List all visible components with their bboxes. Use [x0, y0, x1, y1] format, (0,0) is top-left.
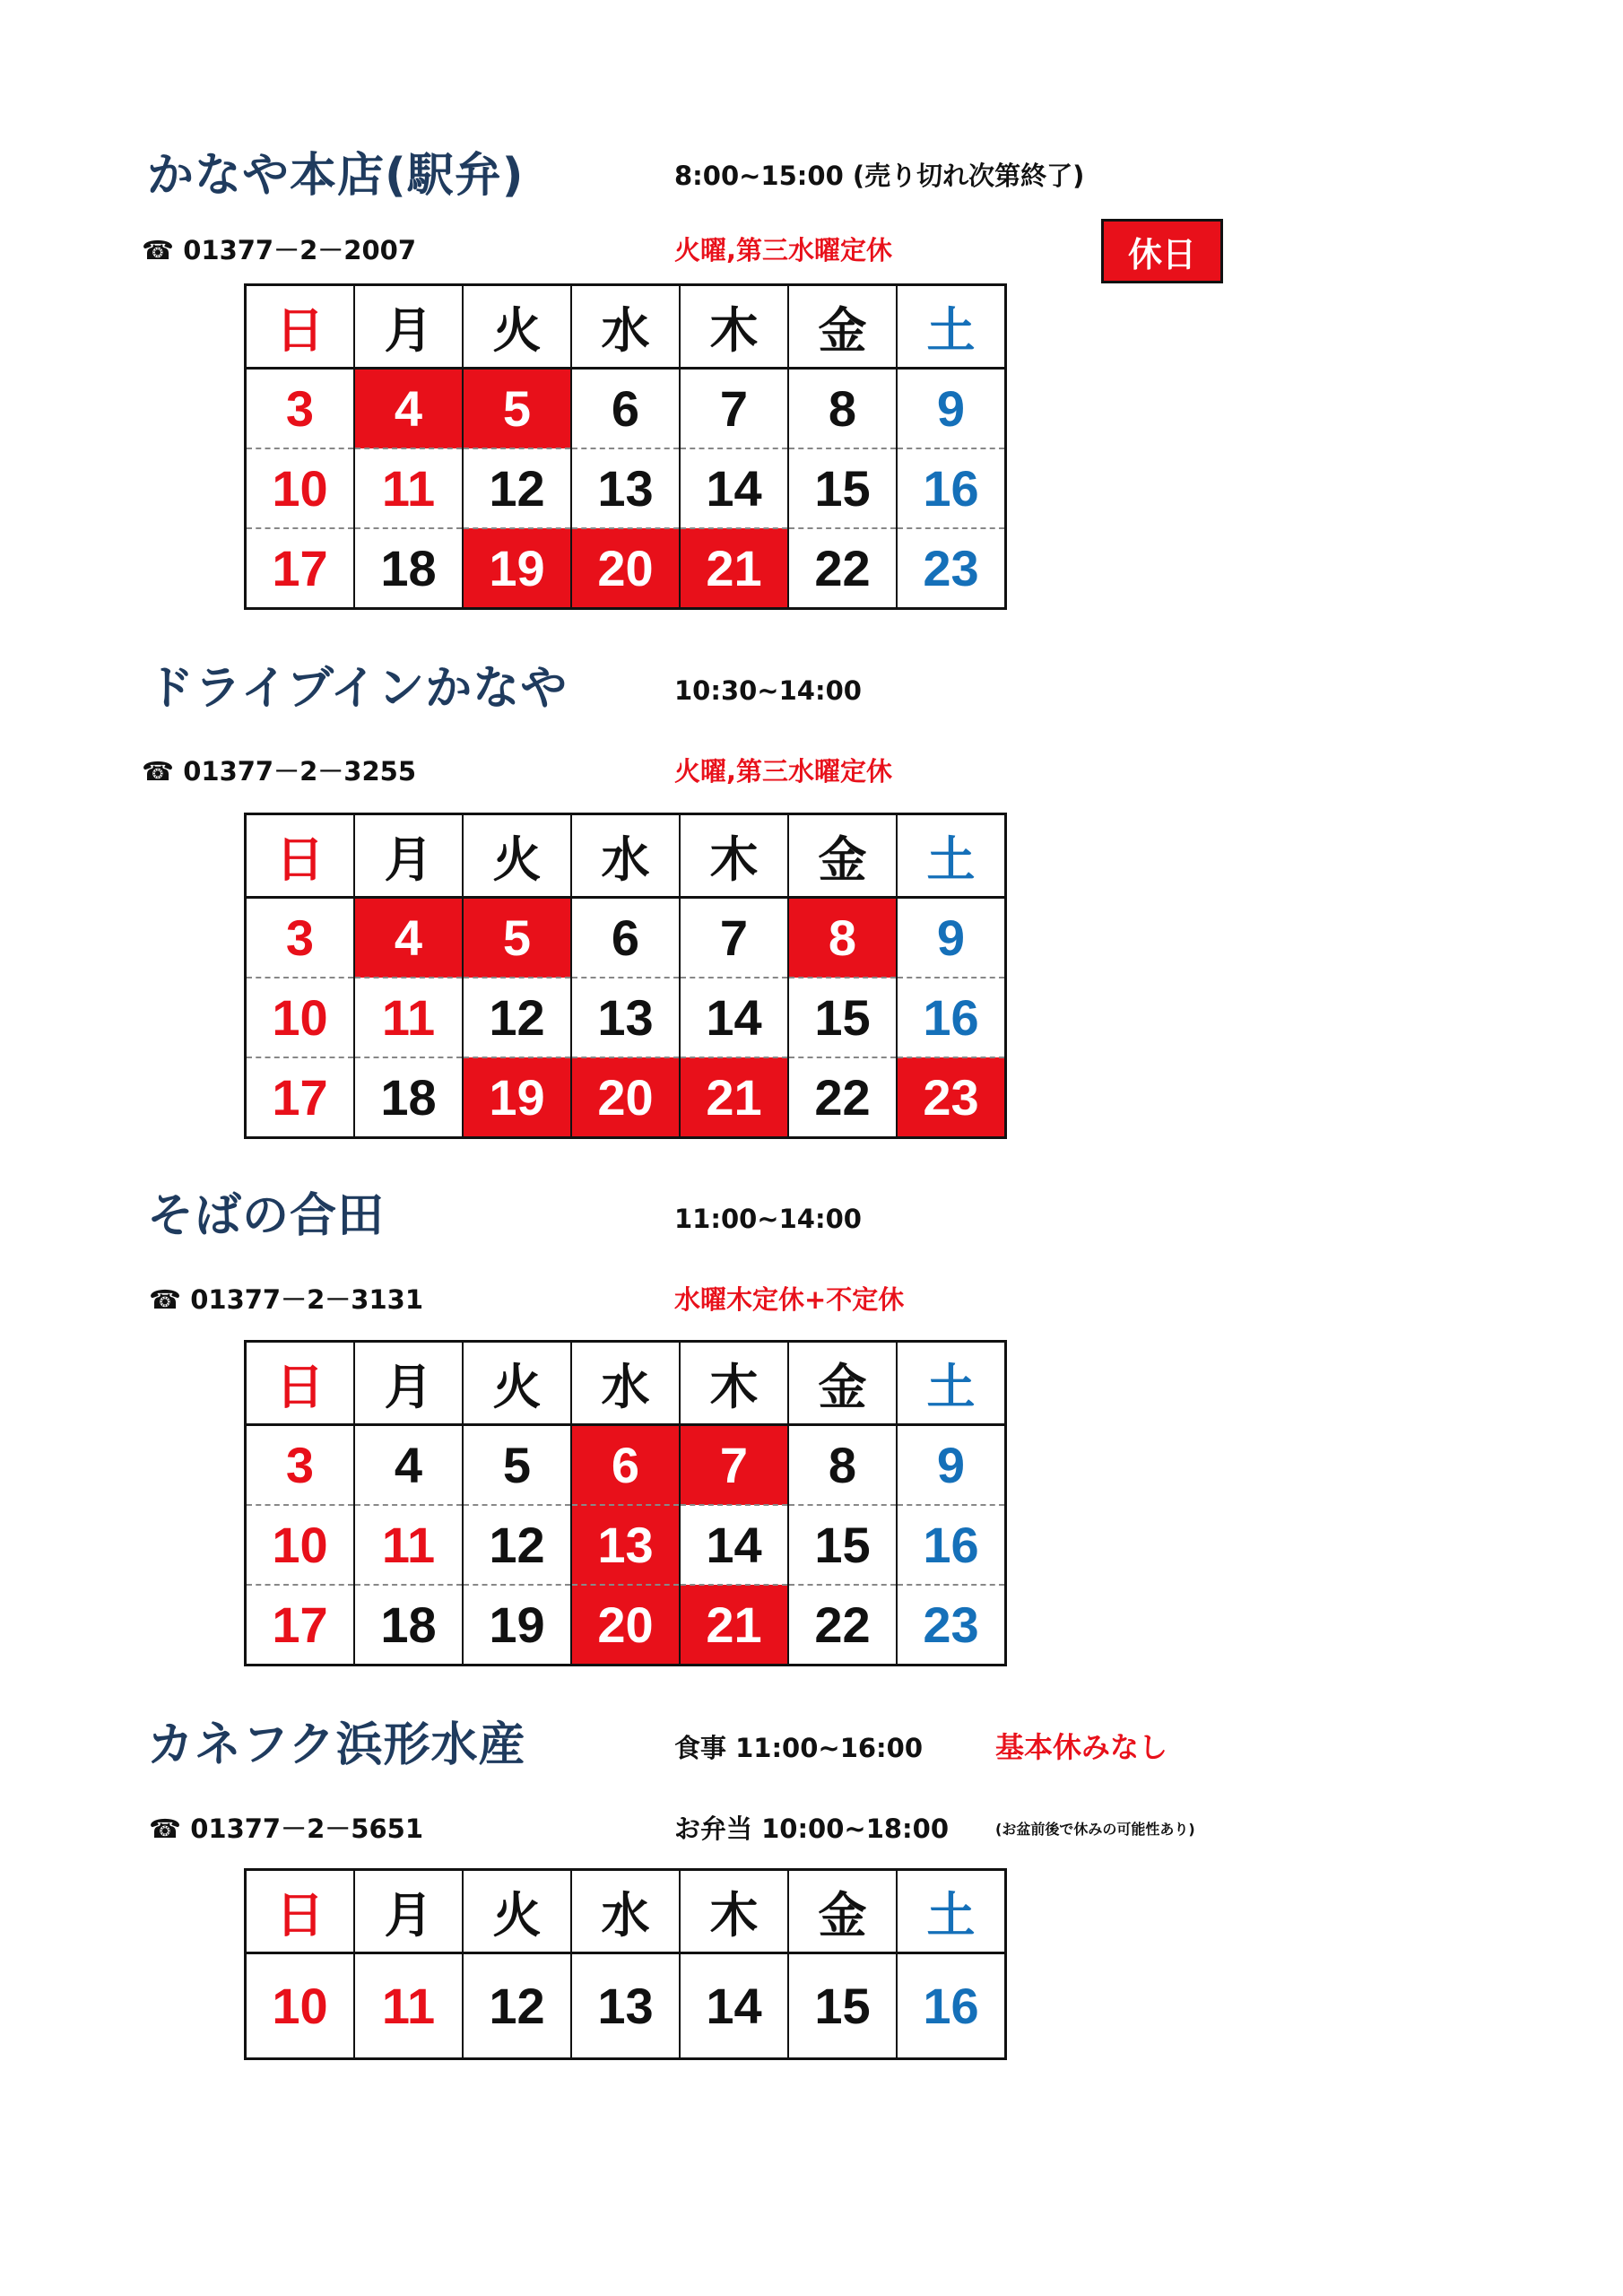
closed-day-cell: 19	[463, 528, 571, 609]
weekday-header-cell: 火	[463, 285, 571, 369]
obon-holiday-note: (お盆前後で休みの可能性あり)	[995, 1821, 1195, 1838]
day-cell: 23	[897, 1585, 1006, 1665]
closed-day-cell: 23	[897, 1057, 1006, 1138]
calendar-kanefuku-hamagata	[244, 1868, 1007, 2060]
day-cell: 16	[897, 1505, 1006, 1585]
weekday-header-cell: 火	[463, 1342, 571, 1425]
day-cell: 3	[246, 369, 355, 449]
day-cell: 5	[463, 1425, 571, 1506]
day-cell: 9	[897, 369, 1006, 449]
closed-day-cell: 4	[354, 369, 463, 449]
day-cell: 14	[680, 1953, 788, 2059]
shop-phone[interactable]: ☎ 01377－2－2007	[142, 235, 417, 265]
calendar-week-row	[246, 528, 1006, 609]
day-cell: 22	[788, 528, 897, 609]
day-cell: 7	[680, 369, 788, 449]
weekday-header-cell: 水	[571, 1870, 680, 1953]
closed-day-cell: 20	[571, 528, 680, 609]
weekday-header-cell: 土	[897, 1342, 1006, 1425]
weekday-header-row	[246, 285, 1006, 369]
closed-day-cell: 21	[680, 1057, 788, 1138]
day-cell: 14	[680, 448, 788, 528]
calendar-soba-goda	[244, 1340, 1007, 1666]
day-cell: 22	[788, 1057, 897, 1138]
day-cell: 12	[463, 1953, 571, 2059]
day-cell: 17	[246, 1057, 355, 1138]
calendar-week-row	[246, 1057, 1006, 1138]
day-cell: 17	[246, 528, 355, 609]
shop-name: カネフク浜形水産	[147, 1718, 526, 1772]
weekday-header-cell: 金	[788, 1342, 897, 1425]
day-cell: 17	[246, 1585, 355, 1665]
bento-hours: お弁当 10:00~18:00	[674, 1813, 950, 1844]
day-cell: 22	[788, 1585, 897, 1665]
day-cell: 12	[463, 448, 571, 528]
day-cell: 19	[463, 1585, 571, 1665]
calendar-drive-in-kanaya	[244, 813, 1007, 1139]
shop-name: そばの合田	[147, 1189, 386, 1243]
day-cell: 12	[463, 978, 571, 1057]
calendar-week-row	[246, 1425, 1006, 1506]
shop-hours: 10:30~14:00	[674, 675, 862, 706]
calendar-week-row	[246, 448, 1006, 528]
day-cell: 15	[788, 1953, 897, 2059]
day-cell: 18	[354, 1057, 463, 1138]
weekday-header-cell: 水	[571, 285, 680, 369]
weekday-header-cell: 月	[354, 1870, 463, 1953]
day-cell: 13	[571, 1953, 680, 2059]
day-cell: 11	[354, 978, 463, 1057]
closed-days-note: 火曜,第三水曜定休	[674, 756, 893, 787]
shop-hours: 8:00~15:00 (売り切れ次第終了)	[674, 161, 1085, 191]
day-cell: 6	[571, 369, 680, 449]
day-cell: 7	[680, 898, 788, 978]
day-cell: 8	[788, 369, 897, 449]
day-cell: 16	[897, 978, 1006, 1057]
weekday-header-cell: 土	[897, 285, 1006, 369]
closed-day-cell: 21	[680, 1585, 788, 1665]
weekday-header-cell: 月	[354, 814, 463, 898]
day-cell: 6	[571, 898, 680, 978]
weekday-header-cell: 月	[354, 1342, 463, 1425]
day-cell: 15	[788, 978, 897, 1057]
closed-day-cell: 5	[463, 369, 571, 449]
shop-phone[interactable]: ☎ 01377－2－5651	[149, 1813, 424, 1844]
closed-days-note: 水曜木定休+不定休	[674, 1284, 905, 1315]
day-cell: 4	[354, 1425, 463, 1506]
weekday-header-row	[246, 814, 1006, 898]
day-cell: 10	[246, 1953, 355, 2059]
weekday-header-cell: 土	[897, 1870, 1006, 1953]
day-cell: 18	[354, 1585, 463, 1665]
weekday-header-cell: 金	[788, 1870, 897, 1953]
day-cell: 3	[246, 1425, 355, 1506]
weekday-header-row	[246, 1870, 1006, 1953]
weekday-header-cell: 木	[680, 285, 788, 369]
shop-name: かなや本店(駅弁)	[147, 149, 525, 203]
weekday-header-cell: 土	[897, 814, 1006, 898]
weekday-header-cell: 火	[463, 814, 571, 898]
day-cell: 12	[463, 1505, 571, 1585]
day-cell: 9	[897, 898, 1006, 978]
shop-phone[interactable]: ☎ 01377－2－3255	[142, 756, 417, 787]
closed-day-cell: 5	[463, 898, 571, 978]
day-cell: 11	[354, 1953, 463, 2059]
closed-day-cell: 8	[788, 898, 897, 978]
closed-day-cell: 20	[571, 1057, 680, 1138]
no-holiday-note: 基本休みなし	[995, 1730, 1168, 1764]
day-cell: 3	[246, 898, 355, 978]
day-cell: 16	[897, 448, 1006, 528]
weekday-header-cell: 火	[463, 1870, 571, 1953]
day-cell: 14	[680, 978, 788, 1057]
closed-day-cell: 6	[571, 1425, 680, 1506]
shop-phone[interactable]: ☎ 01377－2－3131	[149, 1284, 424, 1315]
day-cell: 14	[680, 1505, 788, 1585]
weekday-header-cell: 木	[680, 1342, 788, 1425]
closed-day-cell: 19	[463, 1057, 571, 1138]
weekday-header-cell: 金	[788, 285, 897, 369]
closed-day-cell: 13	[571, 1505, 680, 1585]
weekday-header-cell: 日	[246, 285, 355, 369]
calendar-week-row	[246, 1953, 1006, 2059]
day-cell: 15	[788, 448, 897, 528]
day-cell: 8	[788, 1425, 897, 1506]
closed-day-cell: 4	[354, 898, 463, 978]
shop-hours: 11:00~14:00	[674, 1204, 862, 1234]
day-cell: 13	[571, 448, 680, 528]
weekday-header-cell: 日	[246, 1342, 355, 1425]
calendar-week-row	[246, 1505, 1006, 1585]
weekday-header-cell: 木	[680, 1870, 788, 1953]
day-cell: 18	[354, 528, 463, 609]
day-cell: 16	[897, 1953, 1006, 2059]
shop-name: ドライブインかなや	[147, 662, 568, 716]
day-cell: 11	[354, 1505, 463, 1585]
meal-hours: 食事 11:00~16:00	[674, 1733, 924, 1763]
day-cell: 9	[897, 1425, 1006, 1506]
closed-day-cell: 20	[571, 1585, 680, 1665]
calendar-week-row	[246, 369, 1006, 449]
day-cell: 15	[788, 1505, 897, 1585]
weekday-header-cell: 日	[246, 814, 355, 898]
day-cell: 10	[246, 1505, 355, 1585]
day-cell: 11	[354, 448, 463, 528]
holiday-legend-badge: 休日	[1101, 219, 1223, 283]
day-cell: 10	[246, 978, 355, 1057]
closed-day-cell: 7	[680, 1425, 788, 1506]
weekday-header-cell: 木	[680, 814, 788, 898]
closed-days-note: 火曜,第三水曜定休	[674, 235, 893, 265]
day-cell: 13	[571, 978, 680, 1057]
closed-day-cell: 21	[680, 528, 788, 609]
weekday-header-cell: 月	[354, 285, 463, 369]
calendar-week-row	[246, 1585, 1006, 1665]
calendar-kanaya-honten	[244, 283, 1007, 610]
weekday-header-row	[246, 1342, 1006, 1425]
weekday-header-cell: 日	[246, 1870, 355, 1953]
calendar-week-row	[246, 898, 1006, 978]
day-cell: 23	[897, 528, 1006, 609]
weekday-header-cell: 金	[788, 814, 897, 898]
calendar-week-row	[246, 978, 1006, 1057]
weekday-header-cell: 水	[571, 1342, 680, 1425]
weekday-header-cell: 水	[571, 814, 680, 898]
day-cell: 10	[246, 448, 355, 528]
